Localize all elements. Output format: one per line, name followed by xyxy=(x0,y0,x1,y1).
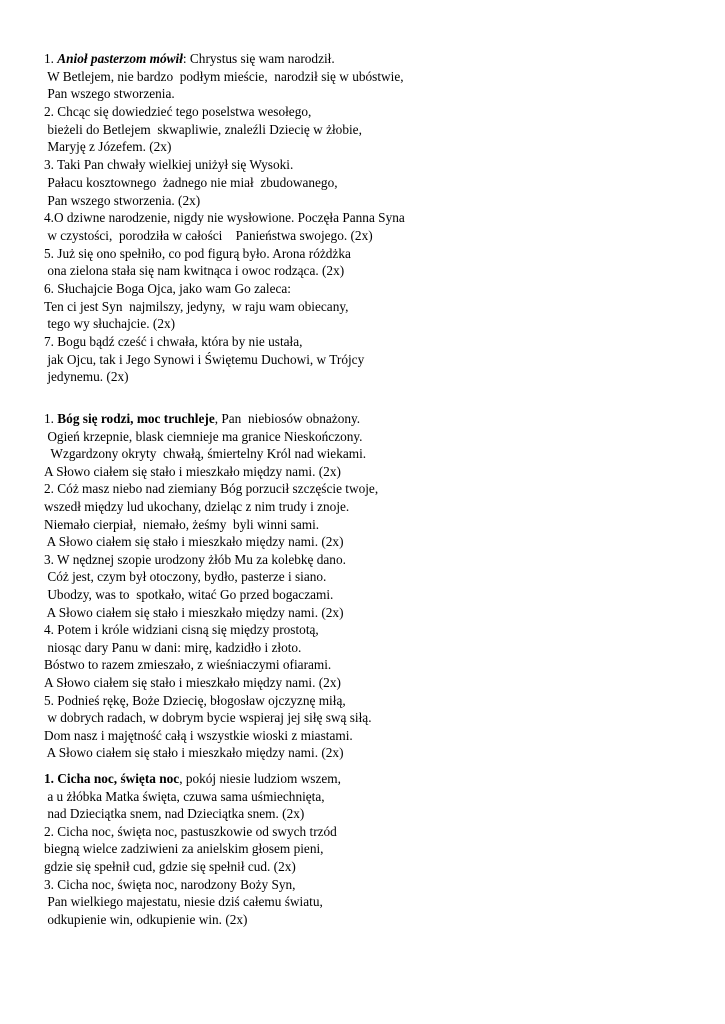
lyric-text: 3. Cicha noc, święta noc, narodzony Boży Syn, xyxy=(44,876,296,892)
lyric-line xyxy=(44,823,704,841)
lyric-line xyxy=(44,245,704,263)
lyric-text: wszedł między lud ukochany, dzieląc z nim trudy i znoje. xyxy=(44,498,350,514)
lyric-text: : Chrystus się wam narodził. xyxy=(182,51,335,66)
lyric-text: nad Dzieciątka snem, nad Dzieciątka snem. (2x) xyxy=(44,806,305,822)
lyric-text: , Pan niebiosów obnażony. xyxy=(214,411,361,426)
lyric-line xyxy=(44,709,704,727)
lyric-line xyxy=(44,410,704,428)
lyric-text: Pan wszego stworzenia. (2x) xyxy=(44,192,201,208)
lyric-text: Ubodzy, was to spotkało, witać Go przed bogaczami. xyxy=(44,586,334,602)
lyric-line xyxy=(44,911,704,929)
lyric-line xyxy=(44,262,704,280)
lyric-line xyxy=(44,463,704,481)
lyric-text: A Słowo ciałem się stało i mieszkało między nami. (2x) xyxy=(44,463,341,479)
lyric-line xyxy=(44,192,704,210)
lyric-text: W Betlejem, nie bardzo podłym mieście, narodził się w ubóstwie, xyxy=(44,68,404,84)
carol-bog-sie-rodzi xyxy=(44,410,704,762)
lyric-text: odkupienie win, odkupienie win. (2x) xyxy=(44,911,248,927)
lyric-text: Maryję z Józefem. (2x) xyxy=(44,139,172,155)
lyric-line xyxy=(44,138,704,156)
lyric-text: w czystości, porodziła w całości Panieństwa swojego. (2x) xyxy=(44,227,373,243)
lyric-text: 1. xyxy=(44,51,58,66)
carol-cicha-noc xyxy=(44,770,704,928)
lyric-line xyxy=(44,568,704,586)
lyric-text: 4. Potem i króle widziani cisną się między prostotą, xyxy=(44,622,319,638)
lyric-text: A Słowo ciałem się stało i mieszkało między nami. (2x) xyxy=(44,745,344,761)
lyric-line xyxy=(44,121,704,139)
lyric-line xyxy=(44,480,704,498)
lyric-line xyxy=(44,156,704,174)
lyric-line xyxy=(44,788,704,806)
lyric-text: a u żłóbka Matka święta, czuwa sama uśmiechnięta, xyxy=(44,788,325,804)
lyric-line xyxy=(44,68,704,86)
lyric-text: w dobrych radach, w dobrym bycie wspieraj jej siłę swą siłą. xyxy=(44,710,372,726)
lyric-line xyxy=(44,50,704,68)
lyric-line xyxy=(44,621,704,639)
lyric-line xyxy=(44,227,704,245)
lyric-line xyxy=(44,103,704,121)
lyric-text: biegną wielce zadziwieni za anielskim głosem pieni, xyxy=(44,841,324,857)
lyric-line xyxy=(44,85,704,103)
lyric-line xyxy=(44,656,704,674)
lyric-text: A Słowo ciałem się stało i mieszkało między nami. (2x) xyxy=(44,674,341,690)
lyric-text: 3. W nędznej szopie urodzony żłób Mu za kolebkę dano. xyxy=(44,551,346,567)
lyric-line xyxy=(44,692,704,710)
lyric-text: A Słowo ciałem się stało i mieszkało między nami. (2x) xyxy=(44,604,344,620)
lyric-text: Dom nasz i majętność całą i wszystkie wioski z miastami. xyxy=(44,727,353,743)
verse-title-text: Bóg się rodzi, moc truchleje xyxy=(57,411,215,426)
lyric-text: jak Ojcu, tak i Jego Synowi i Świętemu Duchowi, w Trójcy xyxy=(44,351,365,367)
lyric-text: Pan wielkiego majestatu, niesie dziś całemu światu, xyxy=(44,894,323,910)
lyric-line xyxy=(44,333,704,351)
lyric-text: Ten ci jest Syn najmilszy, jedyny, w raju wam obiecany, xyxy=(44,298,349,314)
lyric-line xyxy=(44,533,704,551)
lyric-text: 5. Już się ono spełniło, co pod figurą było. Arona różdżka xyxy=(44,245,351,261)
lyric-line xyxy=(44,516,704,534)
lyric-text: 5. Podnieś rękę, Boże Dziecię, błogosław ojczyznę miłą, xyxy=(44,692,346,708)
lyric-text: 2. Cicha noc, święta noc, pastuszkowie od swych trzód xyxy=(44,823,337,839)
lyric-line xyxy=(44,174,704,192)
lyric-line xyxy=(44,280,704,298)
lyric-text: 2. Cóż masz niebo nad ziemiany Bóg porzucił szczęście twoje, xyxy=(44,481,379,497)
verse-title-text: Anioł pasterzom mówił xyxy=(57,51,183,66)
lyric-text: 6. Słuchajcie Boga Ojca, jako wam Go zaleca: xyxy=(44,280,292,296)
lyric-text: 1. xyxy=(44,411,58,426)
lyric-text: 7. Bogu bądź cześć i chwała, która by nie ustała, xyxy=(44,334,303,349)
lyric-line xyxy=(44,551,704,569)
lyric-text: A Słowo ciałem się stało i mieszkało między nami. (2x) xyxy=(44,534,344,550)
lyric-text: Wzgardzony okryty chwałą, śmiertelny Król nad wiekami. xyxy=(44,446,367,462)
lyric-text: Pałacu kosztownego żadnego nie miał zbudowanego, xyxy=(44,174,338,190)
lyric-text: jedynemu. (2x) xyxy=(44,369,129,385)
lyric-line xyxy=(44,604,704,622)
lyric-line xyxy=(44,639,704,657)
carol-aniol-pasterzom-mowil xyxy=(44,50,704,386)
lyric-line xyxy=(44,858,704,876)
lyric-text: Pan wszego stworzenia. xyxy=(44,86,175,102)
lyric-line xyxy=(44,351,704,369)
lyric-text: niosąc dary Panu w dani: mirę, kadzidło i złoto. xyxy=(44,639,302,655)
verse-title-text: 1. Cicha noc, święta noc xyxy=(44,771,180,786)
lyric-line xyxy=(44,315,704,333)
lyric-line xyxy=(44,445,704,463)
lyric-line xyxy=(44,840,704,858)
lyric-text: , pokój niesie ludziom wszem, xyxy=(179,771,341,786)
lyric-text: 4.O dziwne narodzenie, nigdy nie wysłowione. Poczęła Panna Syna xyxy=(44,210,405,226)
lyric-line xyxy=(44,298,704,316)
lyric-text: Bóstwo to razem zmieszało, z wieśniaczymi ofiarami. xyxy=(44,657,332,673)
lyric-text: Ogień krzepnie, blask ciemnieje ma granice Nieskończony. xyxy=(44,428,363,444)
lyric-text: ona zielona stała się nam kwitnąca i owoc rodząca. (2x) xyxy=(44,263,345,279)
lyric-line xyxy=(44,674,704,692)
lyric-text: tego wy słuchajcie. (2x) xyxy=(44,316,176,332)
lyric-line xyxy=(44,428,704,446)
lyric-line xyxy=(44,876,704,894)
lyric-line xyxy=(44,368,704,386)
lyric-text: 2. Chcąc się dowiedzieć tego poselstwa wesołego, xyxy=(44,104,312,120)
lyric-line xyxy=(44,498,704,516)
lyric-text: bieżeli do Betlejem skwapliwie, znaleźli Dziecię w żłobie, xyxy=(44,121,362,137)
lyric-line xyxy=(44,893,704,911)
lyric-line xyxy=(44,727,704,745)
lyric-text: Niemało cierpiał, niemało, żeśmy byli winni sami. xyxy=(44,516,320,532)
lyric-line xyxy=(44,805,704,823)
lyric-line xyxy=(44,744,704,762)
lyric-text: 3. Taki Pan chwały wielkiej uniżył się Wysoki. xyxy=(44,157,294,173)
lyric-line xyxy=(44,586,704,604)
lyric-text: gdzie się spełnił cud, gdzie się spełnił cud. (2x) xyxy=(44,858,296,874)
lyric-line xyxy=(44,209,704,227)
lyric-text: Cóż jest, czym był otoczony, bydło, pasterze i siano. xyxy=(44,569,327,585)
lyric-line xyxy=(44,770,704,788)
